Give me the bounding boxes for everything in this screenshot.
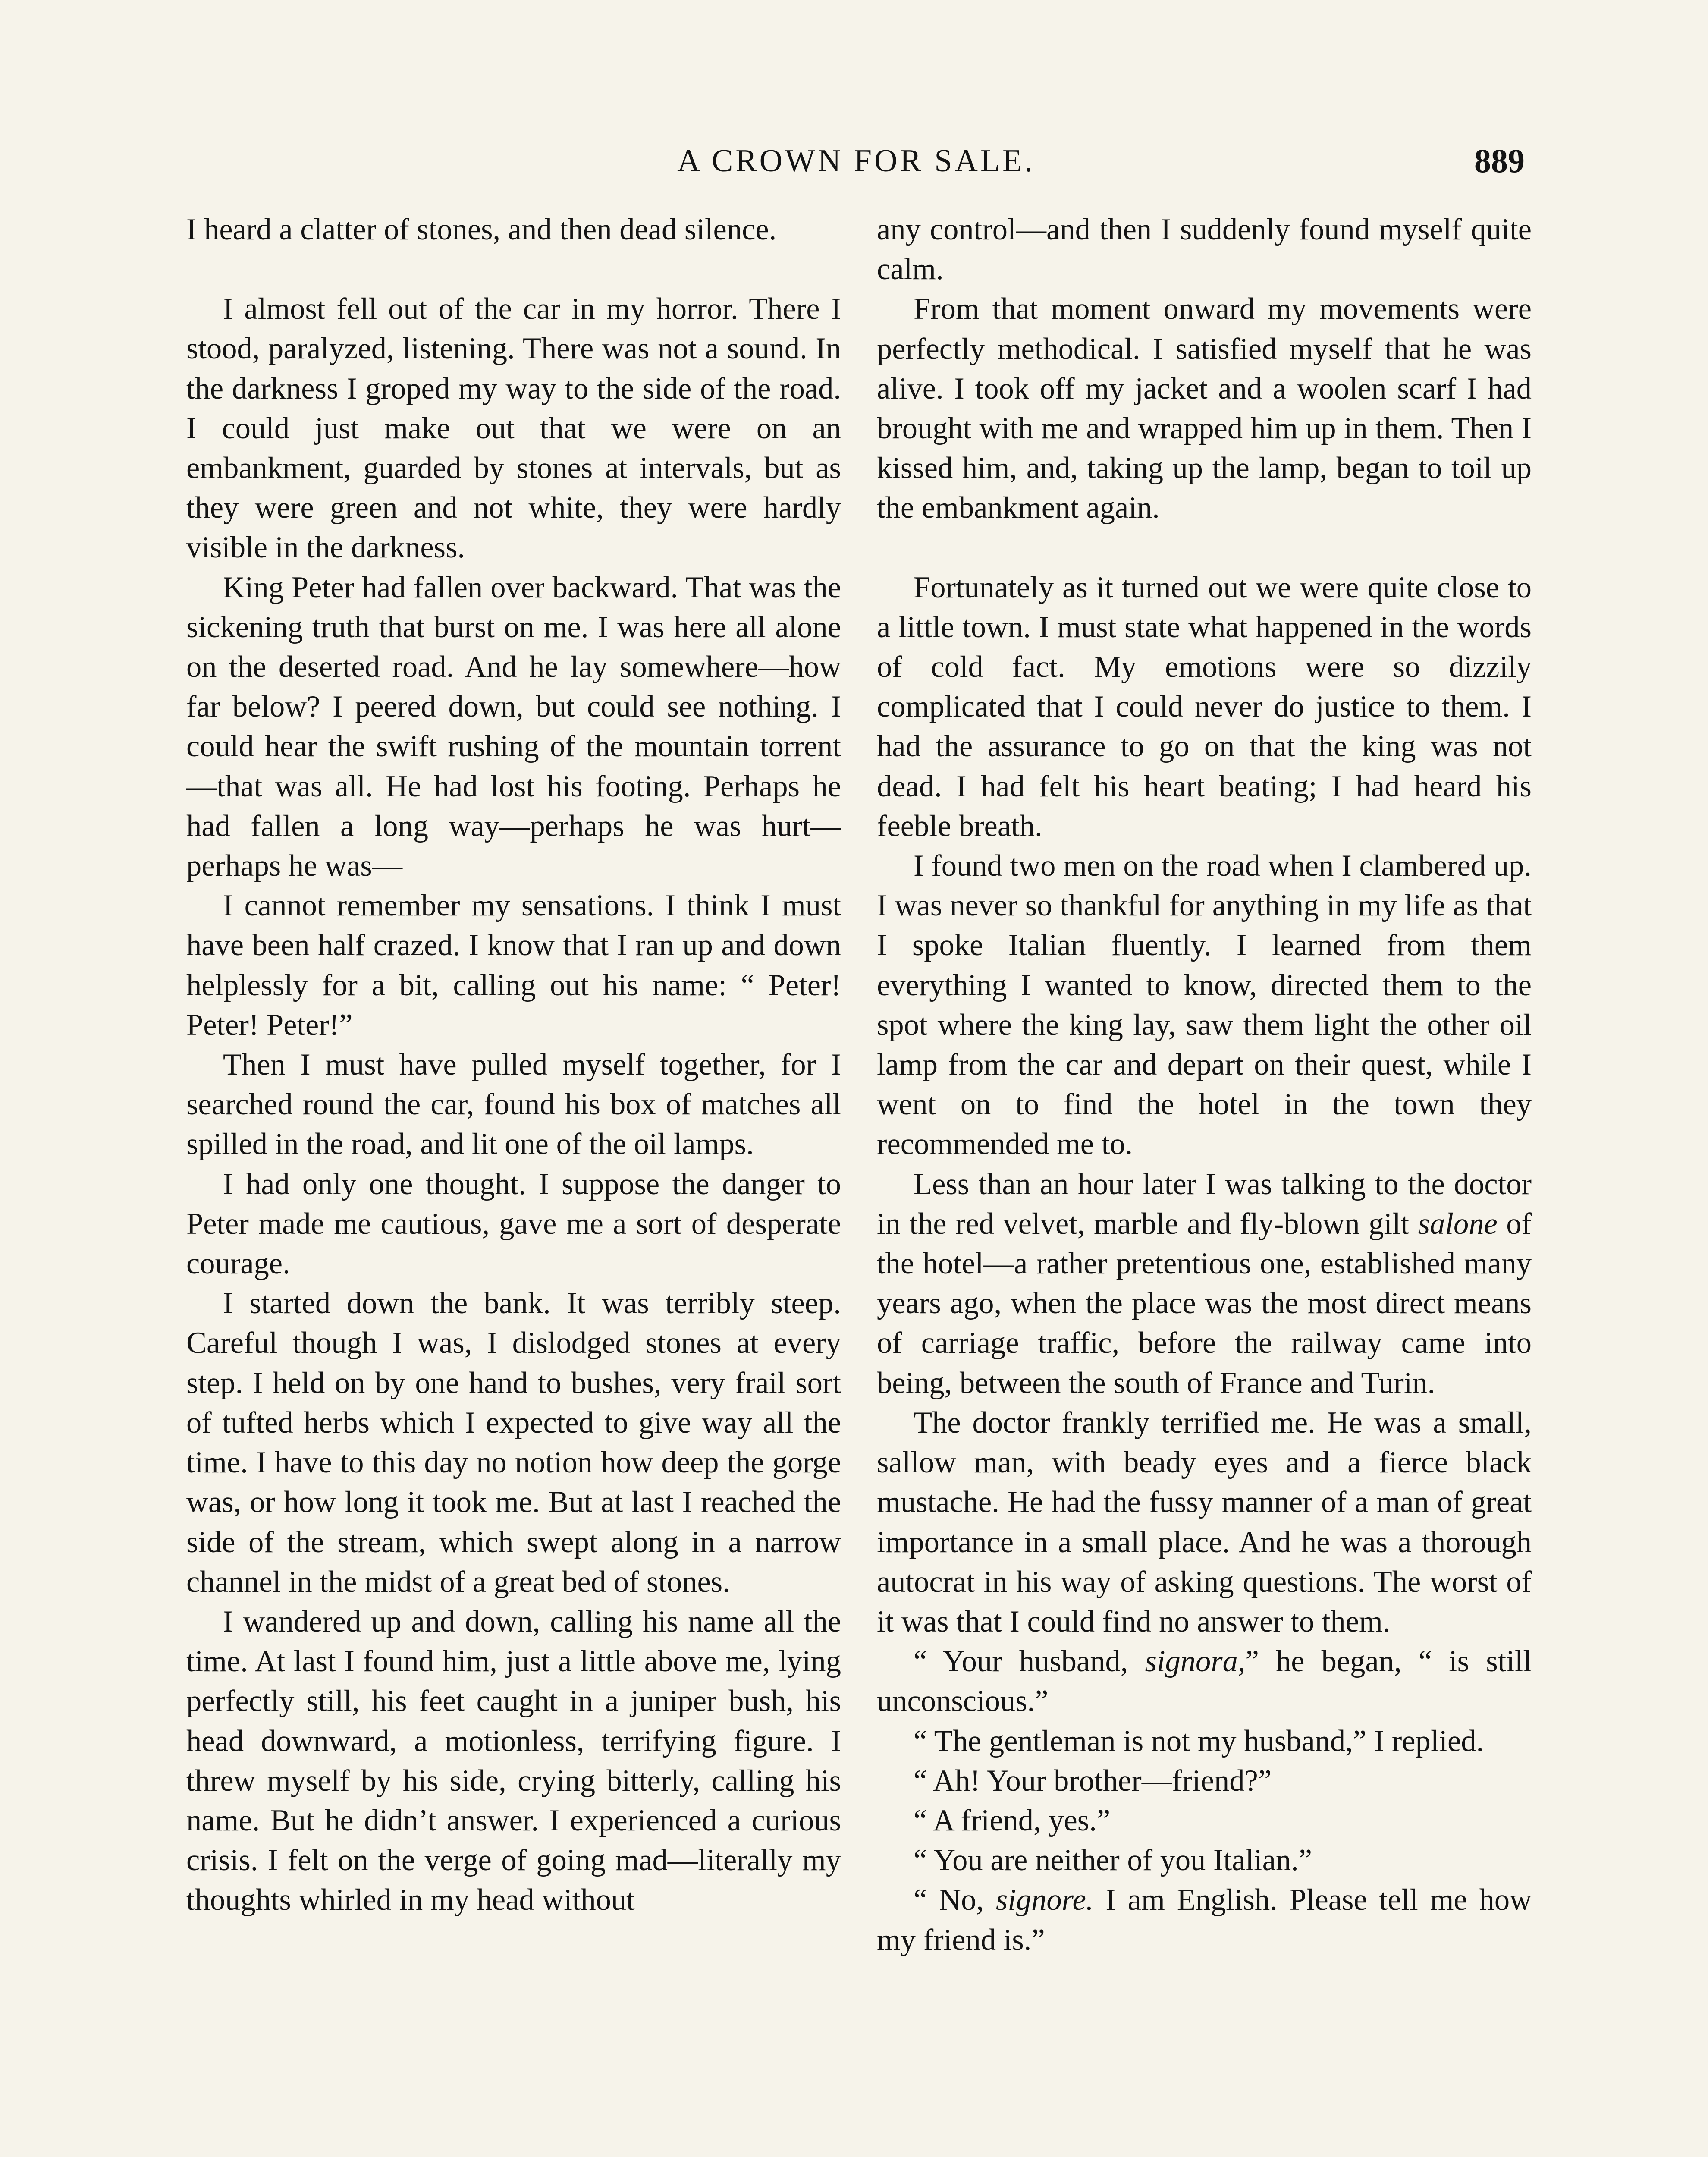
paragraph: The doctor frankly terrified me. He was a small, sallow man, with beady eyes and a fierce black mustache. He had the fussy manner of a man of great importance in a small place. And he was a thorough autocrat in his way of asking questions. The worst of it was that I could find no answer to them. <box>877 1406 1532 1638</box>
paragraph: I had only one thought. I suppose the danger to Peter made me cautious, gave me a sort of desperate courage. <box>186 1167 841 1281</box>
paragraph: Fortunately as it turned out we were quite close to a little town. I must state what happened in the words of cold fact. My emotions were so dizzily complicated that I could never do justice to them. I had the assurance to go on that the king was not dead. I had felt his heart beating; I had heard his feeble breath. <box>877 570 1532 843</box>
paragraph <box>877 1164 1532 1403</box>
paragraph <box>877 1641 1532 1721</box>
text-run: of the hotel—a rather pretentious one, established many years ago, when the place was the most direct means of carriage traffic, before the railway came into being, between the south of France and Turin. <box>877 1207 1532 1400</box>
paragraph: I wandered up and down, calling his name all the time. At last I found him, just a little above me, lying perfectly still, his feet caught in a juniper bush, his head downward, a motionless, terrifying figure. I threw myself by his side, crying bitterly, calling his name. But he didn’t answer. I experienced a curious crisis. I felt on the verge of going mad—literally my thoughts whirled in my head without <box>186 1604 841 1917</box>
paragraph: I almost fell out of the car in my horror. There I stood, paralyzed, listening. There was not a sound. In the darkness I groped my way to the side of the road. I could just make out that we were on an embankment, guarded by stones at intervals, but as they were green and not white, they were hardly visible in the darkness. <box>186 292 841 565</box>
paragraph: I heard a clatter of stones, and then dead silence. <box>186 213 777 246</box>
text-run: Less than an hour later I was talking to the doctor in the red velvet, marble and fly-blown gilt <box>877 1167 1532 1241</box>
paragraph: Then I must have pulled myself together, for I searched round the car, found his box of matches all spilled in the road, and lit one of the oil lamps. <box>186 1048 841 1161</box>
text-run: I am English. Please tell me how my friend is.” <box>877 1883 1532 1957</box>
italic-word: signora, <box>1145 1644 1246 1679</box>
paragraph: “ A friend, yes.” <box>914 1803 1111 1837</box>
paragraph: “ You are neither of you Italian.” <box>914 1843 1312 1877</box>
paragraph: From that moment onward my movements were perfectly methodical. I satisfied myself that he was alive. I took off my jacket and a woolen scarf I had brought with me and wrapped him up in them. Then I kissed him, and, taking up the lamp, began to toil up the embankment again. <box>877 292 1532 525</box>
paragraph <box>877 1880 1532 1959</box>
paragraph: “ The gentleman is not my husband,” I replied. <box>914 1724 1484 1758</box>
page-number: 889 <box>1474 142 1525 179</box>
italic-word: signore. <box>995 1883 1094 1917</box>
running-head <box>188 137 1525 185</box>
paragraph: I cannot remember my sensations. I think I must have been half crazed. I know that I ran up and down helplessly for a bit, calling out his name: “ Peter! Peter! Peter!” <box>186 889 841 1042</box>
text-run: “ No, <box>914 1883 984 1917</box>
paragraph: I found two men on the road when I clambered up. I was never so thankful for anything in my life as that I spoke Italian fluently. I learned from them everything I wanted to know, directed them to the spot where the king lay, saw them light the other oil lamp from the car and depart on their quest, while I went on to find the hotel in the town they recommended me to. <box>877 849 1532 1161</box>
text-run: ” he began, “ is still unconscious.” <box>877 1644 1532 1718</box>
text-run: “ Your husband, <box>914 1644 1128 1679</box>
italic-word: salone <box>1418 1207 1498 1241</box>
page-title: A CROWN FOR SALE. <box>677 143 1035 179</box>
right-column <box>877 210 1532 1960</box>
left-column <box>186 210 841 1920</box>
paragraph: King Peter had fallen over backward. That was the sickening truth that burst on me. I was here all alone on the deserted road. And he lay somewhere—how far below? I peered down, but could see nothing. I could hear the swift rushing of the mountain torrent—that was all. He had lost his footing. Perhaps he had fallen a long way—perhaps he was hurt—perhaps he was— <box>186 570 841 883</box>
paragraph: “ Ah! Your brother—friend?” <box>914 1764 1272 1798</box>
paragraph: any control—and then I suddenly found myself quite calm. <box>877 213 1532 286</box>
paragraph: I started down the bank. It was terribly steep. Careful though I was, I dislodged stones at every step. I held on by one hand to bushes, very frail sort of tufted herbs which I expected to give way all the time. I have to this day no notion how deep the gorge was, or how long it took me. But at last I reached the side of the stream, which swept along in a narrow channel in the midst of a great bed of stones. <box>186 1286 841 1599</box>
